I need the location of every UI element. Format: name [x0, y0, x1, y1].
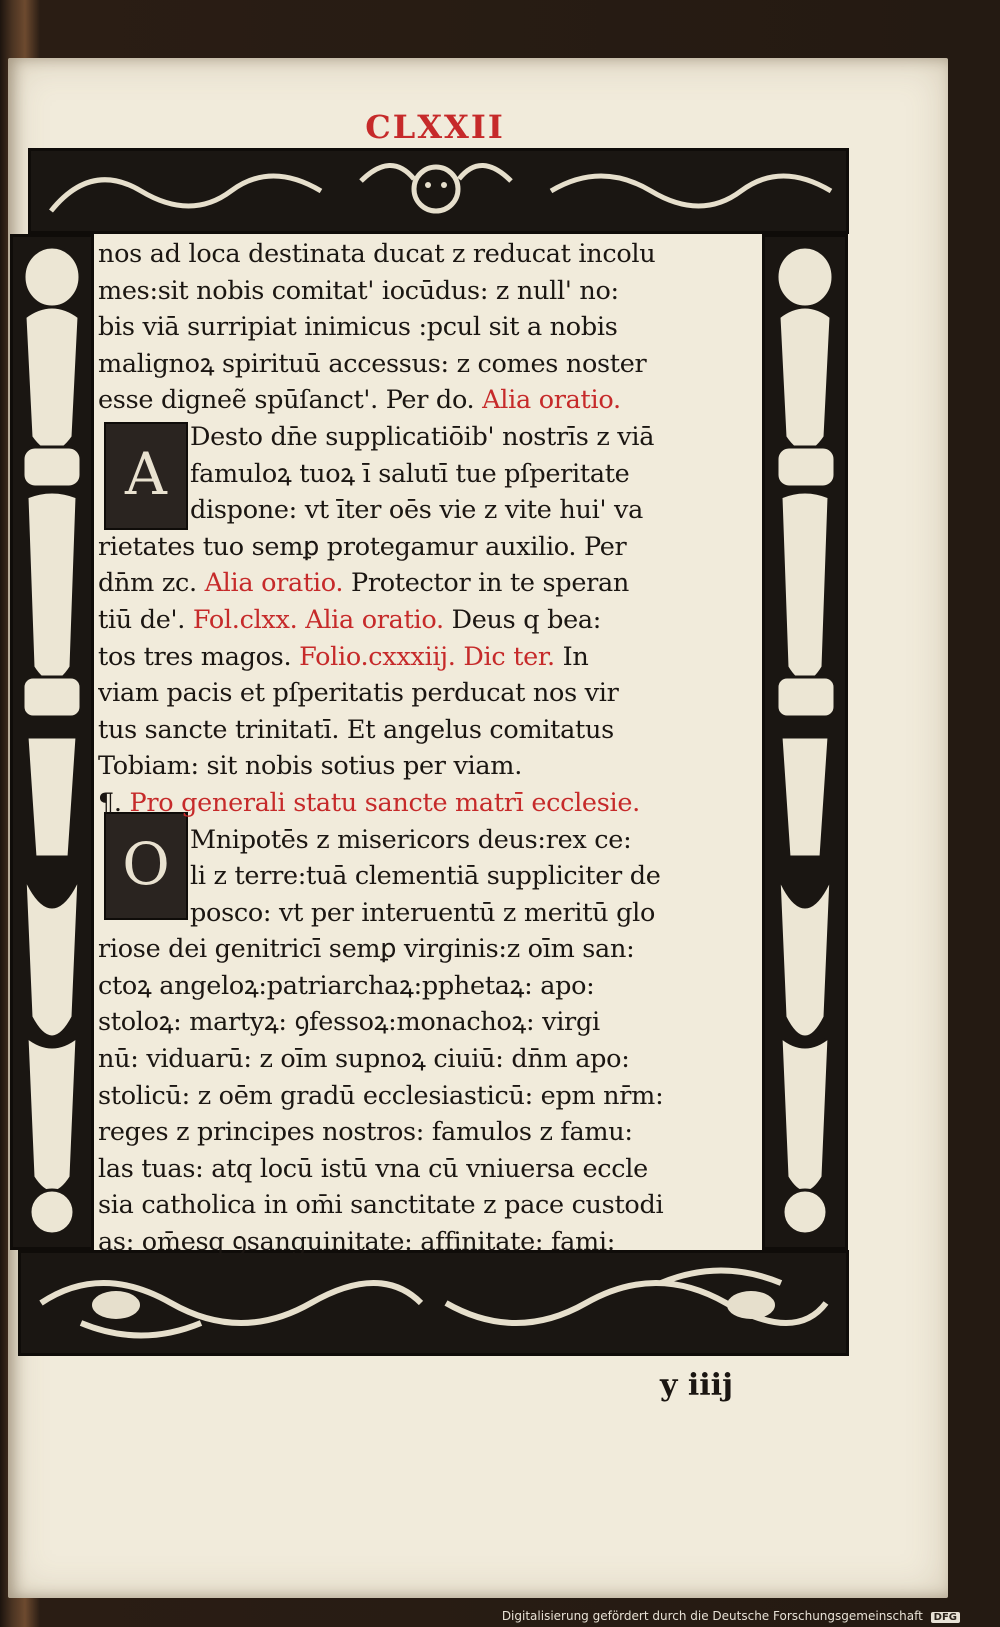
text-line	[98, 382, 760, 419]
text-line	[98, 748, 760, 785]
text-line	[98, 639, 760, 676]
text-line	[98, 309, 760, 346]
woodcut-left-column	[10, 234, 94, 1250]
body-text: tiū de'.	[98, 604, 193, 635]
body-text: as: om̄esq ꝯsanguinitate: affinitate: fami:	[98, 1227, 616, 1258]
body-text: sia catholica in om̄i sanctitate z pace custodi	[98, 1190, 664, 1221]
body-text: stolicū: z oēm gradū ecclesiasticū: epm nr̄m:	[98, 1080, 664, 1111]
footer-credit	[502, 1609, 960, 1623]
folio-number: CLXXII	[365, 108, 505, 146]
body-text: li z terre:tuā clementiā suppliciter de	[190, 861, 661, 892]
body-text: dn̄m zc.	[98, 568, 205, 599]
text-line	[98, 1041, 760, 1078]
body-text: nū: viduarū: z oīm supnoꝝ ciuiū: dn̄m apo:	[98, 1044, 630, 1075]
rubric-text: Fol.clxx. Alia oratio.	[192, 604, 444, 635]
body-text: Protector in te speran	[343, 568, 630, 599]
text-line	[98, 529, 760, 566]
text-line	[98, 931, 760, 968]
decorated-initial-o: O	[104, 812, 188, 920]
body-text: famuloꝝ tuoꝝ ī salutī tue pſperitate	[190, 458, 630, 489]
text-line	[98, 675, 760, 712]
text-line	[98, 346, 760, 383]
body-text: tos tres magos.	[98, 641, 300, 672]
body-text: las tuas: atq locū istū vna cū vniuersa eccle	[98, 1153, 648, 1184]
text-line	[98, 236, 760, 273]
rubric-text: Alia oratio.	[482, 385, 621, 416]
signature-mark: y iiij	[660, 1368, 733, 1403]
body-text: esse digneẽ spūſanct'. Per do.	[98, 385, 483, 416]
text-line	[98, 1151, 760, 1188]
body-text: rietates tuo semꝑ protegamur auxilio. Per	[98, 531, 627, 562]
body-text: stoloꝝ: martyꝝ: ꝯfessoꝝ:monachoꝝ: virgi	[98, 1007, 600, 1038]
text-line	[98, 1004, 760, 1041]
text-line	[98, 895, 760, 932]
body-text: Tobiam: sit nobis sotius per viam.	[98, 751, 522, 782]
body-text: malignoꝝ spirituū accessus: z comes noster	[98, 348, 647, 379]
text-block	[98, 236, 760, 1261]
body-text: riose dei genitricī semꝑ virginis:z oīm san:	[98, 934, 635, 965]
body-text: ¶.	[98, 787, 130, 818]
body-text: viam pacis et pſperitatis perducat nos vir	[98, 678, 619, 709]
body-text: In	[554, 641, 589, 672]
body-text: dispone: vt īter oēs vie z vite hui' va	[190, 495, 643, 526]
text-line	[98, 456, 760, 493]
text-line	[98, 1187, 760, 1224]
body-text: bis viā surripiat inimicus :pcul sit a nobis	[98, 312, 618, 343]
decorated-initial-a: A	[104, 422, 188, 530]
rubric-text: Folio.cxxxiij. Dic ter.	[299, 641, 555, 672]
body-text: Desto dn̄e supplicatiōib' nostrīs z viā	[190, 421, 655, 452]
text-line	[98, 858, 760, 895]
text-line	[98, 1114, 760, 1151]
body-text: Mnipotēs z misericors deus:rex ce:	[190, 824, 632, 855]
text-line	[98, 602, 760, 639]
rubric-text: Alia oratio.	[204, 568, 344, 599]
rubric-text: Pro generali statu sancte matrī ecclesie.	[129, 787, 640, 818]
text-line	[98, 785, 760, 822]
footer-credit-text: Digitalisierung gefördert durch die Deutsche Forschungsgemeinschaft	[501, 1609, 923, 1623]
woodcut-top-border	[28, 148, 849, 234]
text-line	[98, 273, 760, 310]
body-text: ctoꝝ angeloꝝ:patriarchaꝝ:pphetaꝝ: apo:	[98, 970, 595, 1001]
body-text: posco: vt per interuentū z meritū glo	[190, 897, 656, 928]
body-text: tus sancte trinitatī. Et angelus comitatus	[98, 714, 614, 745]
body-text: reges z principes nostros: famulos z famu:	[98, 1117, 633, 1148]
text-line	[98, 565, 760, 602]
text-line	[98, 419, 760, 456]
woodcut-bottom-border	[18, 1250, 849, 1356]
text-line	[98, 968, 760, 1005]
body-text: nos ad loca destinata ducat z reducat incolu	[98, 239, 656, 269]
body-text: mes:sit nobis comitat' iocūdus: z null' no:	[98, 275, 619, 306]
dfg-logo: DFG	[931, 1612, 960, 1623]
body-text: Deus q bea:	[443, 604, 602, 635]
text-line	[98, 822, 760, 859]
text-line	[98, 492, 760, 529]
text-line	[98, 1224, 760, 1261]
text-line	[98, 1078, 760, 1115]
text-line	[98, 712, 760, 749]
woodcut-right-column	[762, 234, 848, 1250]
